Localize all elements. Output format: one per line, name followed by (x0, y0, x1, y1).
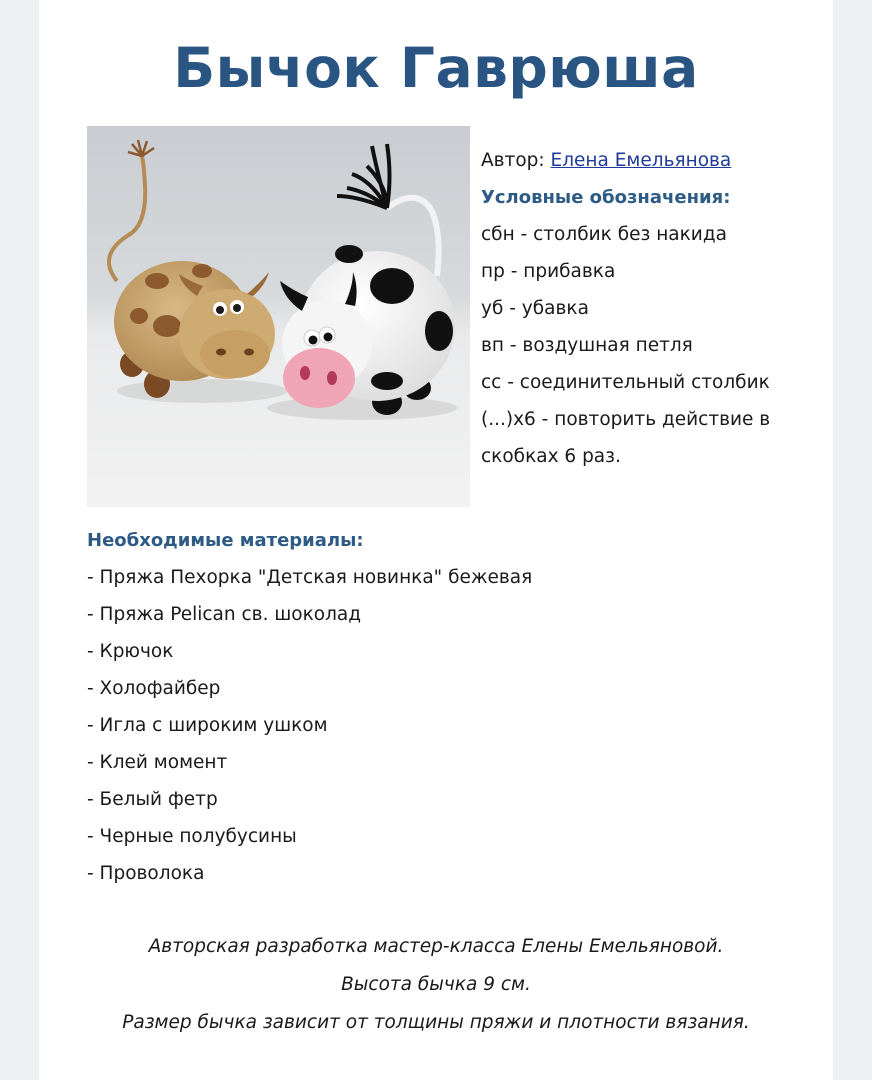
toy-bulls-photo (87, 126, 470, 507)
footer-line: Авторская разработка мастер-класса Елены Емельяновой. (148, 936, 724, 957)
info-panel (481, 142, 821, 475)
legend-item: уб - убавка (481, 298, 589, 319)
legend-heading: Условные обозначения: (481, 187, 731, 208)
footer-line: Размер бычка зависит от толщины пряжи и плотности вязания. (122, 1012, 750, 1033)
materials-heading: Необходимые материалы: (87, 530, 364, 551)
material-item: - Игла с широким ушком (87, 715, 328, 736)
material-item: - Пряжа Пехорка "Детская новинка" бежевая (87, 567, 533, 588)
material-item: - Крючок (87, 641, 174, 662)
footer-notes (39, 928, 833, 1042)
author-label: Автор: (481, 150, 551, 171)
material-item: - Клей момент (87, 752, 228, 773)
material-item: - Белый фетр (87, 789, 218, 810)
material-item: - Пряжа Pelican св. шоколад (87, 604, 362, 625)
author-line (481, 142, 821, 179)
material-item: - Холофайбер (87, 678, 221, 699)
document-page (39, 0, 833, 1080)
legend-item: скобках 6 раз. (481, 446, 621, 467)
legend-item: вп - воздушная петля (481, 335, 693, 356)
material-item: - Проволока (87, 863, 205, 884)
materials-section (87, 522, 787, 892)
footer-line: Высота бычка 9 см. (341, 974, 531, 995)
legend-item: (...)x6 - повторить действие в (481, 409, 771, 430)
author-link[interactable]: Елена Емельянова (550, 150, 732, 171)
material-item: - Черные полубусины (87, 826, 297, 847)
legend-item: сс - соединительный столбик (481, 372, 770, 393)
page-title: Бычок Гаврюша (173, 36, 699, 100)
legend-item: пр - прибавка (481, 261, 616, 282)
legend-item: сбн - столбик без накида (481, 224, 727, 245)
